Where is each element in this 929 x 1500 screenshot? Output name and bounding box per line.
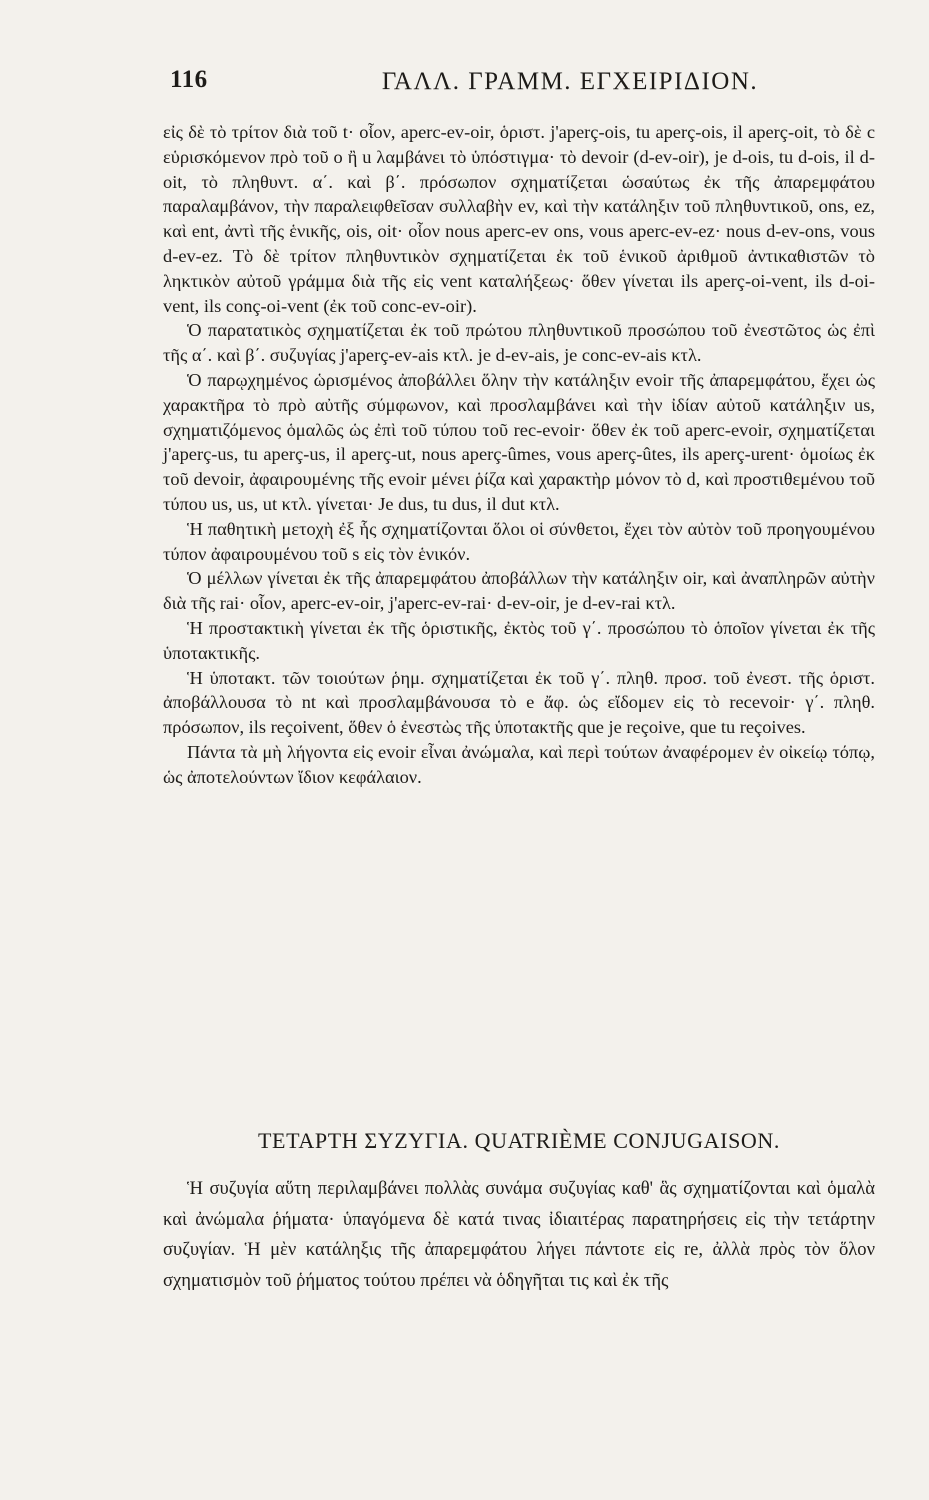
- paragraph-1: εἰς δὲ τὸ τρίτον διὰ τοῦ t· οἷον, aperc-ev-oir, ὁριστ. j'aperç-ois, tu aperç-ois, il aperç-oit, τὸ δὲ c εὑρισκόμενον πρὸ τοῦ o ἢ u λαμβάνει τὸ ὑπόστιγμα· τὸ devoir (d-ev-oir), je d-ois, tu d-ois, il d-oit, τὸ πληθυντ. α΄. καὶ β΄. πρόσωπον σχηματίζεται ὡσαύτως ἐκ τῆς ἀπαρεμφάτου παραλαμβάνον, τὴν παραλειφθεῖσαν συλλαβὴν ev, καὶ τὴν κατάληξιν τοῦ πληθυντικοῦ, ons, ez, καὶ ent, ἀντὶ τῆς ἑνικῆς, ois, oit· οἷον nous aperc-ev ons, vous aperc-ev-ez· nous d-ev-ons, vous d-ev-ez. Τὸ δὲ τρίτον πληθυντικὸν σχηματίζεται ἐκ τοῦ ἑνικοῦ ἀριθμοῦ ἀντικαθιστῶν τὸ ληκτικὸν αὐτοῦ γράμμα διὰ τῆς εἰς vent καταλήξεως· ὅθεν γίνεται ils aperç-oi-vent, ils d-oi-vent, ils conç-oi-vent (ἐκ τοῦ conc-ev-oir).: [163, 122, 875, 316]
- paragraph-5: Ὁ μέλλων γίνεται ἐκ τῆς ἀπαρεμφάτου ἀποβάλλων τὴν κατάληξιν oir, καὶ ἀναπληρῶν αὐτὴν διὰ τῆς rai· οἷον, aperc-ev-oir, j'aperc-ev-rai· d-ev-oir, je d-ev-rai κτλ.: [163, 568, 875, 614]
- paragraph-4: Ἡ παθητικὴ μετοχὴ ἐξ ἧς σχηματίζονται ὅλοι οἱ σύνθετοι, ἔχει τὸν αὐτὸν τοῦ προηγουμένου τύπον ἀφαιρουμένου τοῦ s εἰς τὸν ἑνικόν.: [163, 518, 875, 564]
- paragraph-8: Πάντα τὰ μὴ λήγοντα εἰς evoir εἶναι ἀνώμαλα, καὶ περὶ τούτων ἀναφέρομεν ἐν οἰκείῳ τόπῳ, ὡς ἀποτελούντων ἴδιον κεφάλαιον.: [163, 741, 875, 787]
- running-title: ΓΑΛΛ. ΓΡΑΜΜ. ΕΓΧΕΙΡΙΔΙΟΝ.: [381, 68, 759, 95]
- section-paragraph: Ἡ συζυγία αὕτη περιλαμβάνει πολλὰς συνάμα συζυγίας καθ' ἃς σχηματίζονται καὶ ὁμαλὰ καὶ ἀνώμαλα ῥήματα· ὑπαγόμενα δὲ κατά τινας ἰδιαιτέρας παρατηρήσεις εἰς τὴν τετάρτην συζυγίαν. Ἡ μὲν κατάληξις τῆς ἀπαρεμφάτου λήγει πάντοτε εἰς re, ἀλλὰ πρὸς τὸν ὅλον σχηματισμὸν τοῦ ῥήματος τούτου πρέπει νὰ ὁδηγῆται τις καὶ ἐκ τῆς: [163, 1178, 875, 1291]
- paragraph-7: Ἡ ὑποτακτ. τῶν τοιούτων ῥημ. σχηματίζεται ἐκ τοῦ γ΄. πληθ. προσ. τοῦ ἐνεστ. τῆς ὁριστ. ἀποβάλλουσα τὸ nt καὶ προσλαμβάνουσα τὸ e ἄφ. ὡς εἴδομεν εἰς τὸ recevoir· γ΄. πληθ. πρόσωπον, ils reçoivent, ὅθεν ὁ ἐνεστὼς τῆς ὑποτακτῆς que je reçoive, que tu reçoives.: [163, 667, 875, 738]
- paragraph-3: Ὁ παρῳχημένος ὡρισμένος ἀποβάλλει ὅλην τὴν κατάληξιν evoir τῆς ἀπαρεμφάτου, ἔχει ὡς χαρακτῆρα τὸ πρὸ αὐτῆς σύμφωνον, καὶ προσλαμβάνει καὶ τὴν ἰδίαν αὐτοῦ κατάληξιν us, σχηματιζόμενος ὁμαλῶς ὡς ἐπὶ τοῦ τύπου τοῦ rec-evoir· ὅθεν ἐκ τοῦ aperc-evoir, σχηματίζεται j'aperç-us, tu aperç-us, il aperç-ut, nous aperç-ûmes, vous aperç-ûtes, ils aperç-urent· ὁμοίως ἐκ τοῦ devoir, ἀφαιρουμένης τῆς evoir μένει ῥίζα καὶ χαρακτὴρ μόνον τὸ d, καὶ προστιθεμένου τοῦ τύπου us, us, ut κτλ. γίνεται· Je dus, tu dus, il dut κτλ.: [163, 369, 875, 514]
- page-number: 116: [170, 66, 208, 93]
- main-text: [163, 120, 875, 790]
- paragraph-6: Ἡ προστακτικὴ γίνεται ἐκ τῆς ὁριστικῆς, ἐκτὸς τοῦ γ΄. προσώπου τὸ ὁποῖον γίνεται ἐκ τῆς ὑποτακτικῆς.: [163, 617, 875, 663]
- paragraph-2: Ὁ παρατατικὸς σχηματίζεται ἐκ τοῦ πρώτου πληθυντικοῦ προσώπου τοῦ ἐνεστῶτος ὡς ἐπὶ τῆς α΄. καὶ β΄. συζυγίας j'aperç-ev-ais κτλ. je d-ev-ais, je conc-ev-ais κτλ.: [163, 320, 875, 366]
- page-header: [170, 66, 870, 106]
- section-text: [163, 1174, 875, 1296]
- section-heading: ΤΕΤΑΡΤΗ ΣΥΖΥΓΙΑ. QUATRIÈME CONJUGAISON.: [258, 1128, 780, 1153]
